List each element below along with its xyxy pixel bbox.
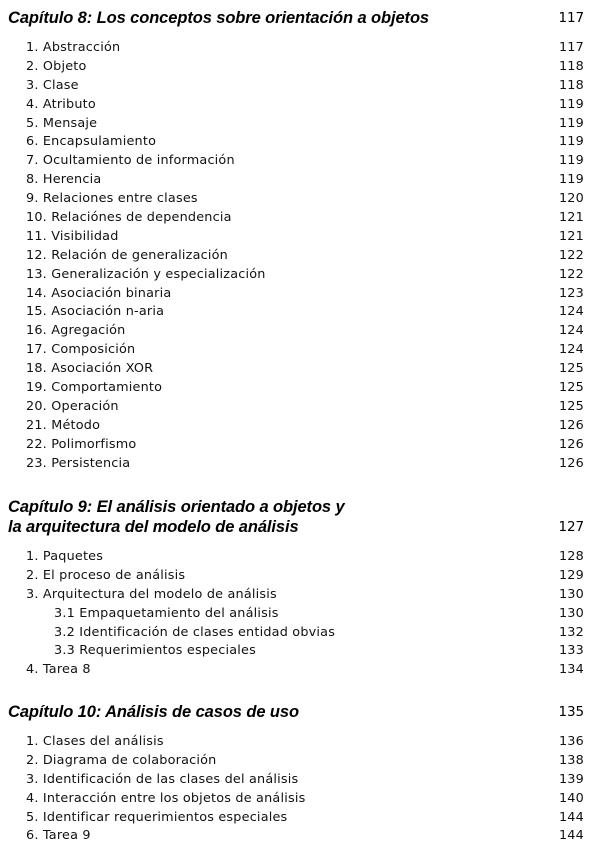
- toc-entry-page-number: 119: [558, 172, 584, 188]
- toc-entry: [8, 567, 584, 586]
- toc-entry-page-number: 126: [558, 436, 584, 452]
- toc-entry: [8, 115, 584, 134]
- toc-entry: [8, 58, 584, 77]
- toc-entry: [8, 285, 584, 304]
- chapter-page-number: 127: [558, 519, 584, 535]
- chapter-entries: [8, 39, 584, 473]
- toc-entry-page-number: 144: [558, 828, 584, 844]
- toc-entry-title: 5. Identificar requerimientos especiales: [26, 809, 288, 825]
- toc-entry-page-number: 126: [558, 417, 584, 433]
- toc-entry: [8, 586, 584, 605]
- toc-entry: [8, 548, 584, 567]
- toc-entry: [8, 809, 584, 828]
- toc-entry-page-number: 120: [558, 191, 584, 207]
- toc-entry-page-number: 134: [558, 662, 584, 678]
- toc-entry-page-number: 130: [558, 605, 584, 621]
- toc-entry: [8, 152, 584, 171]
- toc-entry-page-number: 133: [558, 643, 584, 659]
- toc-entry: [8, 733, 584, 752]
- chapter-title-line: Capítulo 10: Análisis de casos de uso: [8, 703, 299, 721]
- toc-entry: [8, 398, 584, 417]
- toc-entry-title: 1. Paquetes: [26, 549, 104, 564]
- toc-entry: [8, 436, 584, 455]
- toc-entry-title: 15. Asociación n-aria: [26, 304, 165, 320]
- toc-entry: [8, 661, 584, 680]
- toc-entry-title: 5. Mensaje: [26, 115, 98, 131]
- chapter-page-number: 135: [558, 704, 584, 720]
- toc-entry: [8, 379, 584, 398]
- toc-entry-title: 4. Interacción entre los objetos de análisis: [26, 790, 306, 806]
- toc-entry-page-number: 124: [558, 304, 584, 320]
- chapter-9-section: [8, 497, 584, 680]
- toc-entry-title: 6. Encapsulamiento: [26, 134, 157, 150]
- toc-entry-page-number: 118: [558, 77, 584, 93]
- chapter-title: [8, 497, 584, 537]
- toc-entry-title: 17. Composición: [26, 342, 136, 358]
- toc-entry: [8, 247, 584, 266]
- chapter-title-line: Capítulo 9: El análisis orientado a objetos y: [8, 498, 345, 516]
- toc-entry: [8, 171, 584, 190]
- toc-entry: [8, 455, 584, 474]
- toc-entry-page-number: 119: [558, 115, 584, 131]
- toc-entry: [8, 827, 584, 846]
- toc-entry-page-number: 117: [558, 40, 584, 55]
- toc-entry-page-number: 126: [558, 455, 584, 471]
- chapter-8-section: [8, 8, 584, 473]
- toc-entry-title: 3.2 Identificación de clases entidad obvias: [54, 624, 336, 640]
- toc-entry-title: 2. El proceso de análisis: [26, 567, 186, 583]
- toc-entry-title: 4. Tarea 8: [26, 662, 91, 678]
- toc-entry-page-number: 125: [558, 398, 584, 414]
- toc-entry-title: 1. Abstracción: [26, 40, 121, 55]
- toc-entry: [8, 303, 584, 322]
- toc-entry: [8, 790, 584, 809]
- toc-entry-title: 18. Asociación XOR: [26, 361, 154, 377]
- chapter-title: [8, 8, 584, 28]
- chapter-entries: [8, 548, 584, 680]
- toc-entry-title: 12. Relación de generalización: [26, 247, 228, 263]
- toc-entry-page-number: 138: [558, 752, 584, 768]
- toc-entry: [8, 417, 584, 436]
- toc-entry-title: 3. Clase: [26, 77, 79, 93]
- toc-entry-title: 8. Herencia: [26, 172, 102, 188]
- toc-entry-page-number: 122: [558, 266, 584, 282]
- toc-entry-title: 9. Relaciones entre clases: [26, 191, 198, 207]
- toc-entry-page-number: 136: [558, 734, 584, 749]
- toc-entry: [8, 642, 584, 661]
- toc-entry-page-number: 118: [558, 58, 584, 74]
- toc-entry-title: 3. Arquitectura del modelo de análisis: [26, 586, 277, 602]
- toc-entry: [8, 228, 584, 247]
- toc-entry-title: 14. Asociación binaria: [26, 285, 172, 301]
- chapter-10-section: [8, 702, 584, 846]
- toc-entry: [8, 624, 584, 643]
- toc-entry-page-number: 130: [558, 586, 584, 602]
- toc-entry-title: 23. Persistencia: [26, 455, 131, 471]
- toc-entry: [8, 77, 584, 96]
- toc-entry-title: 20. Operación: [26, 398, 119, 414]
- toc-entry-title: 1. Clases del análisis: [26, 734, 164, 749]
- toc-entry: [8, 771, 584, 790]
- toc-entry-page-number: 128: [558, 549, 584, 564]
- toc-entry-page-number: 119: [558, 134, 584, 150]
- toc-entry: [8, 96, 584, 115]
- toc-entry-title: 10. Relaciónes de dependencia: [26, 210, 232, 226]
- toc-entry: [8, 39, 584, 58]
- toc-entry-page-number: 129: [558, 567, 584, 583]
- toc-entry: [8, 752, 584, 771]
- toc-entry-page-number: 124: [558, 323, 584, 339]
- toc-entry-page-number: 119: [558, 96, 584, 112]
- toc-entry-page-number: 132: [558, 624, 584, 640]
- toc-entry-page-number: 119: [558, 153, 584, 169]
- toc-entry-page-number: 140: [558, 790, 584, 806]
- toc-entry-page-number: 121: [558, 210, 584, 226]
- chapter-title-line: la arquitectura del modelo de análisis: [8, 518, 299, 536]
- toc-entry-page-number: 125: [558, 361, 584, 377]
- toc-entry-title: 2. Objeto: [26, 58, 87, 74]
- toc-entry: [8, 360, 584, 379]
- toc-entry-title: 2. Diagrama de colaboración: [26, 752, 217, 768]
- toc-entry-title: 22. Polimorfismo: [26, 436, 137, 452]
- chapter-page-number: 117: [558, 10, 584, 26]
- toc-entry-title: 11. Visibilidad: [26, 228, 119, 244]
- toc-entry: [8, 133, 584, 152]
- toc-entry-title: 7. Ocultamiento de información: [26, 153, 235, 169]
- toc-entry: [8, 190, 584, 209]
- toc-entry-page-number: 122: [558, 247, 584, 263]
- toc-entry-title: 3.3 Requerimientos especiales: [54, 643, 256, 659]
- toc-entry: [8, 605, 584, 624]
- toc-entry: [8, 341, 584, 360]
- toc-entry-title: 16. Agregación: [26, 323, 126, 339]
- toc-entry-title: 19. Comportamiento: [26, 380, 163, 396]
- toc-entry: [8, 266, 584, 285]
- toc-entry-title: 3.1 Empaquetamiento del análisis: [54, 605, 279, 621]
- toc-entry-page-number: 139: [558, 771, 584, 787]
- toc-entry: [8, 209, 584, 228]
- chapter-title: [8, 702, 584, 722]
- toc-entry-title: 13. Generalización y especialización: [26, 266, 266, 282]
- toc-entry-title: 6. Tarea 9: [26, 828, 91, 844]
- toc-entry-page-number: 124: [558, 342, 584, 358]
- toc-entry-page-number: 144: [558, 809, 584, 825]
- toc-entry-title: 3. Identificación de las clases del análisis: [26, 771, 299, 787]
- toc-entry-title: 21. Método: [26, 417, 101, 433]
- toc-entry-page-number: 123: [558, 285, 584, 301]
- toc-entry-title: 4. Atributo: [26, 96, 96, 112]
- chapter-title-line: Capítulo 8: Los conceptos sobre orientación a objetos: [8, 9, 430, 27]
- toc-entry: [8, 322, 584, 341]
- toc-entry-page-number: 121: [558, 228, 584, 244]
- toc-entry-page-number: 125: [558, 380, 584, 396]
- chapter-entries: [8, 733, 584, 846]
